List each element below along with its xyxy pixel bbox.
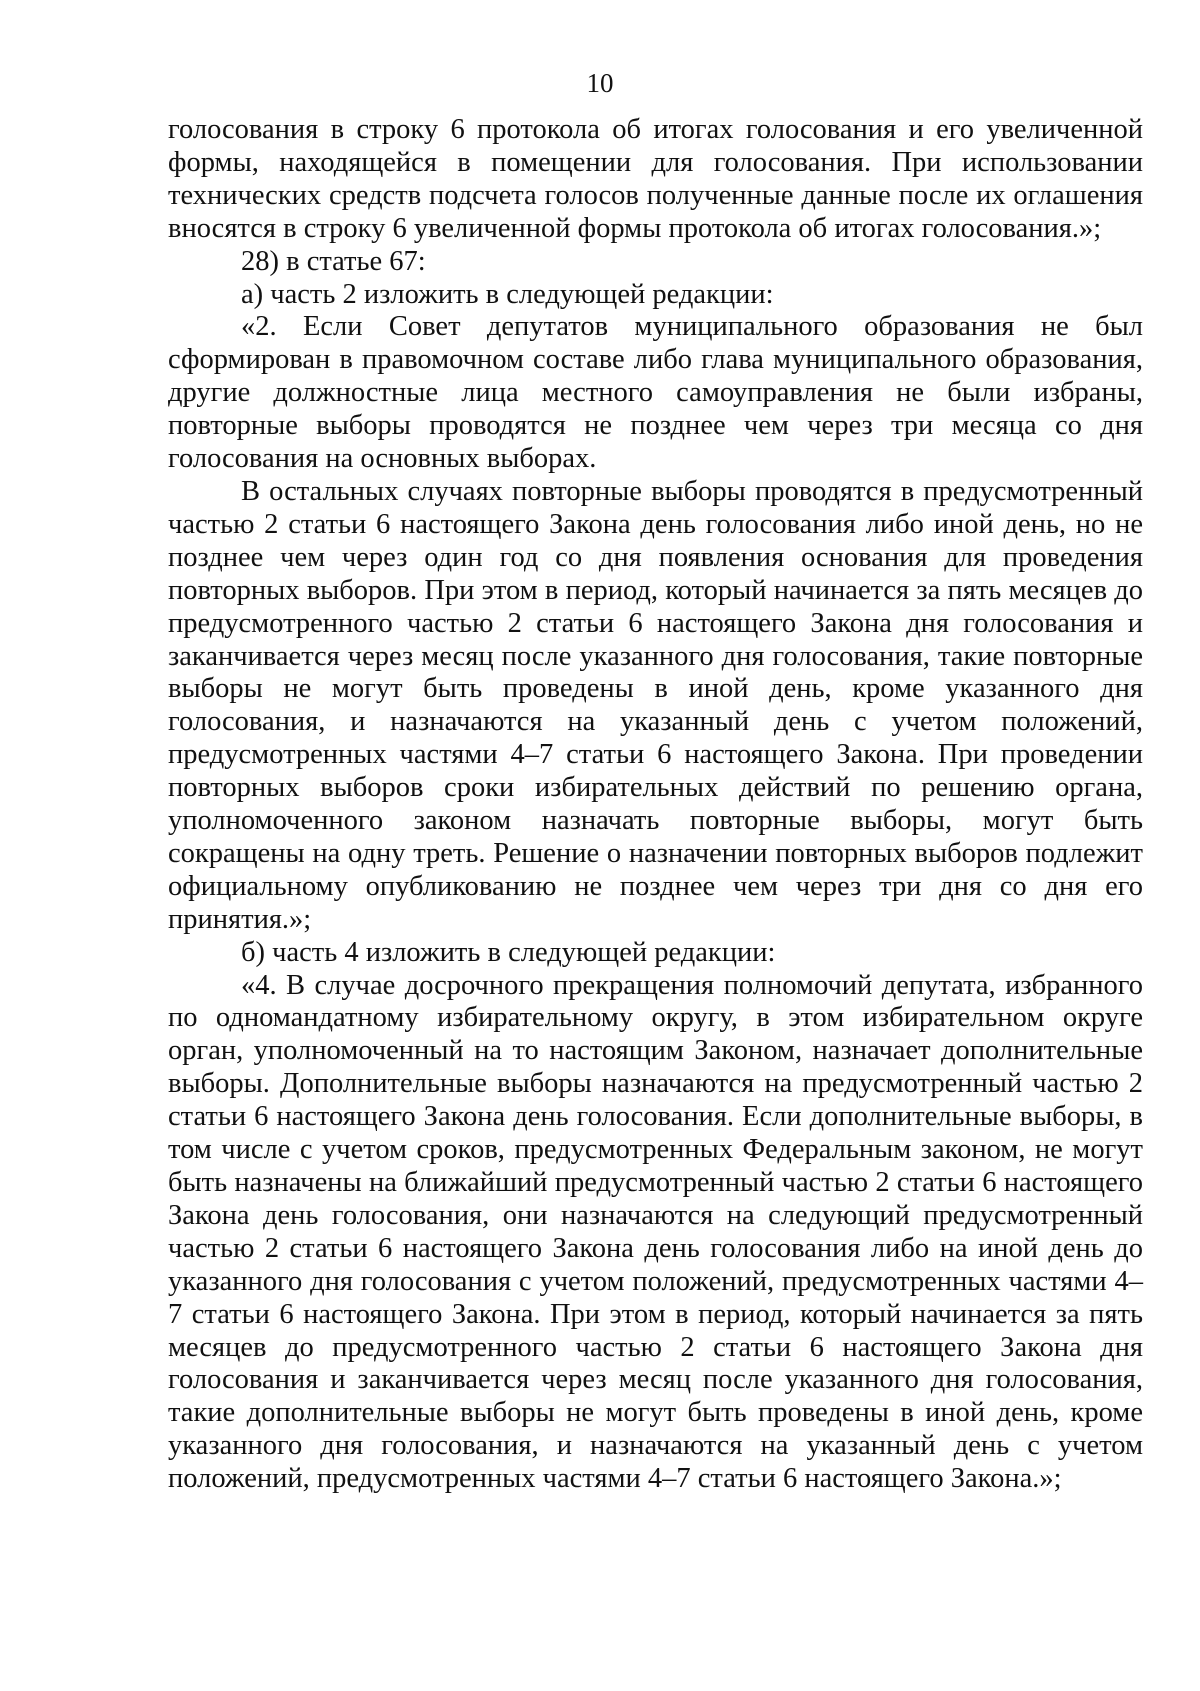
document-body	[168, 114, 1143, 1496]
paragraph-part-2-text: «2. Если Совет депутатов муниципального образования не был сформирован в правомочном составе либо глава муниципального образования, другие должностные лица местного самоуправления не были избраны, повторные выборы проводятся не позднее чем через три месяца со дня голосования на основных выборах.	[168, 311, 1143, 475]
paragraph-part-4-text: «4. В случае досрочного прекращения полномочий депутата, избранного по одномандатному избирательному округу, в этом избирательном округе орган, уполномоченный на то настоящим Законом, назначает дополнительные выборы. Дополнительные выборы назначаются на предусмотренный частью 2 статьи 6 настоящего Закона день голосования. Если дополнительные выборы, в том числе с учетом сроков, предусмотренных Федеральным законом, не могут быть назначены на ближайший предусмотренный частью 2 статьи 6 настоящего Закона день голосования, они назначаются на следующий предусмотренный частью 2 статьи 6 настоящего Закона день голосования либо на иной день до указанного дня голосования с учетом положений, предусмотренных частями 4–7 статьи 6 настоящего Закона. При этом в период, который начинается за пять месяцев до предусмотренного частью 2 статьи 6 настоящего Закона дня голосования и заканчивается через месяц после указанного дня голосования, такие дополнительные выборы не могут быть проведены в иной день, кроме указанного дня голосования, и назначаются на указанный день с учетом положений, предусмотренных частями 4–7 статьи 6 настоящего Закона.»;	[168, 969, 1143, 1495]
paragraph-continuation: голосования в строку 6 протокола об итогах голосования и его увеличенной формы, находящейся в помещении для голосования. При использовании технических средств подсчета голосов полученные данные после их оглашения вносятся в строку 6 увеличенной формы протокола об итогах голосования.»;	[168, 114, 1143, 244]
paragraph-part-2-intro: а) часть 2 изложить в следующей редакции:	[241, 278, 774, 310]
paragraph-other-cases: В остальных случаях повторные выборы проводятся в предусмотренный частью 2 статьи 6 настоящего Закона день голосования либо иной день, но не позднее чем через один год со дня появления основания для проведения повторных выборов. При этом в период, который начинается за пять месяцев до предусмотренного частью 2 статьи 6 настоящего Закона дня голосования и заканчивается через месяц после указанного дня голосования, такие повторные выборы не могут быть проведены в иной день, кроме указанного дня голосования, и назначаются на указанный день с учетом положений, предусмотренных частями 4–7 статьи 6 настоящего Закона. При проведении повторных выборов сроки избирательных действий по решению органа, уполномоченного законом назначать повторные выборы, могут быть сокращены на одну треть. Решение о назначении повторных выборов подлежит официальному опубликованию не позднее чем через три дня со дня его принятия.»;	[168, 475, 1143, 935]
paragraph-article-67-heading: 28) в статье 67:	[241, 245, 426, 277]
page-number: 10	[586, 68, 614, 98]
paragraph-part-4-intro: б) часть 4 изложить в следующей редакции:	[241, 936, 776, 968]
